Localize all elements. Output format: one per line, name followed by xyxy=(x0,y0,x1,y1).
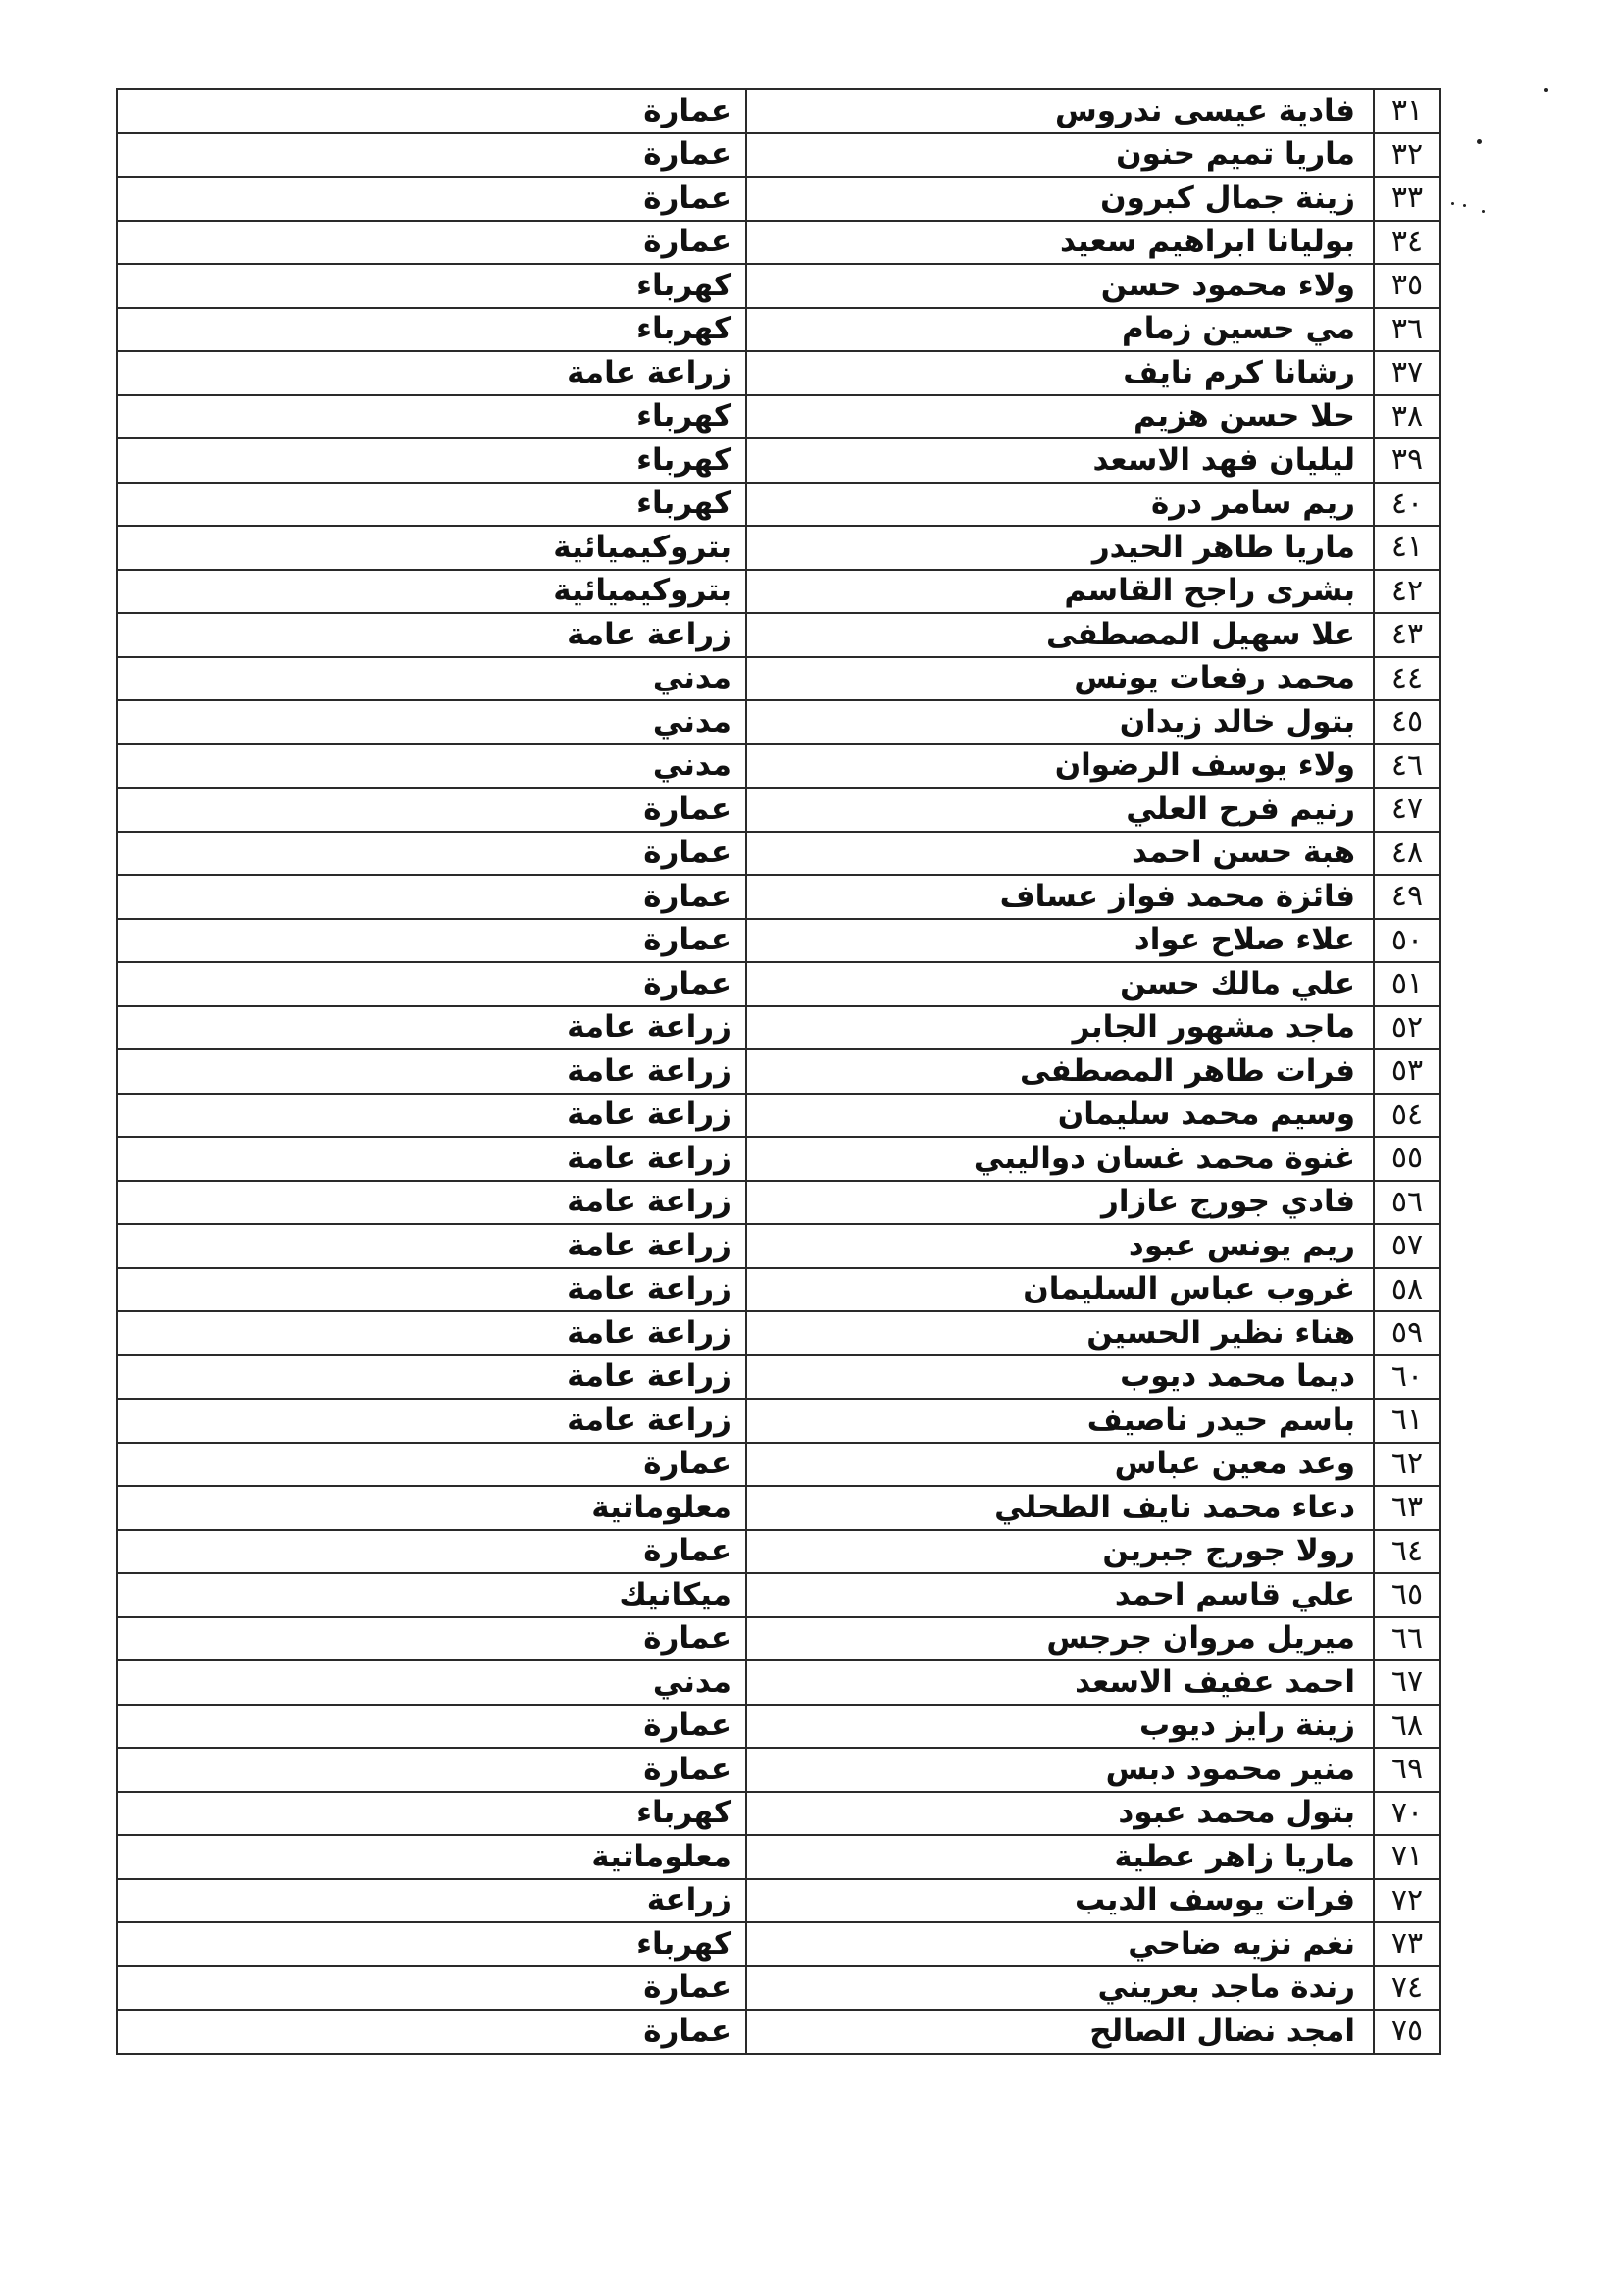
row-name: ليليان فهد الاسعد xyxy=(746,438,1374,483)
table-row xyxy=(117,1006,1440,1050)
row-specialty: بتروكيميائية xyxy=(117,526,746,570)
row-number: ٤٠ xyxy=(1374,483,1440,527)
row-name: زينة رايز ديوب xyxy=(746,1705,1374,1749)
row-name: حلا حسن هزيم xyxy=(746,395,1374,439)
names-table-body xyxy=(117,89,1440,2054)
row-name: هناء نظير الحسين xyxy=(746,1311,1374,1355)
row-name: منير محمود دبس xyxy=(746,1748,1374,1792)
table-row xyxy=(117,657,1440,701)
row-specialty: زراعة عامة xyxy=(117,1311,746,1355)
row-name: مي حسين زمام xyxy=(746,308,1374,352)
table-row xyxy=(117,1181,1440,1225)
row-specialty: زراعة عامة xyxy=(117,1094,746,1138)
row-number: ٣٩ xyxy=(1374,438,1440,483)
row-specialty: ميكانيك xyxy=(117,1573,746,1617)
table-row xyxy=(117,526,1440,570)
row-name: رولا جورج جبرين xyxy=(746,1530,1374,1574)
row-name: فرات يوسف الديب xyxy=(746,1879,1374,1923)
row-number: ٦٢ xyxy=(1374,1443,1440,1487)
table-row xyxy=(117,2010,1440,2054)
table-row xyxy=(117,1399,1440,1443)
row-specialty: عمارة xyxy=(117,1443,746,1487)
row-number: ٥٧ xyxy=(1374,1224,1440,1268)
row-name: ماريا طاهر الحيدر xyxy=(746,526,1374,570)
row-number: ٧٤ xyxy=(1374,1966,1440,2011)
table-row xyxy=(117,308,1440,352)
row-specialty: عمارة xyxy=(117,89,746,133)
row-specialty: عمارة xyxy=(117,1705,746,1749)
row-number: ٣٦ xyxy=(1374,308,1440,352)
row-name: رندة ماجد بعريني xyxy=(746,1966,1374,2011)
row-number: ٧١ xyxy=(1374,1835,1440,1879)
row-specialty: زراعة عامة xyxy=(117,351,746,395)
row-specialty: مدني xyxy=(117,657,746,701)
row-number: ٤٦ xyxy=(1374,744,1440,789)
row-specialty: مدني xyxy=(117,744,746,789)
row-specialty: كهرباء xyxy=(117,308,746,352)
row-number: ٥٣ xyxy=(1374,1049,1440,1094)
row-name: هبة حسن احمد xyxy=(746,832,1374,876)
row-name: رنيم فرح العلي xyxy=(746,788,1374,832)
table-row xyxy=(117,1049,1440,1094)
table-row xyxy=(117,1486,1440,1530)
row-name: بوليانا ابراهيم سعيد xyxy=(746,221,1374,265)
table-row xyxy=(117,1835,1440,1879)
row-number: ٧٢ xyxy=(1374,1879,1440,1923)
row-name: فرات طاهر المصطفى xyxy=(746,1049,1374,1094)
row-number: ٣٤ xyxy=(1374,221,1440,265)
row-specialty: مدني xyxy=(117,1660,746,1705)
row-name: ديما محمد ديوب xyxy=(746,1355,1374,1400)
row-name: ولاء محمود حسن xyxy=(746,264,1374,308)
row-number: ٤٩ xyxy=(1374,875,1440,919)
table-row xyxy=(117,1224,1440,1268)
row-number: ٤٧ xyxy=(1374,788,1440,832)
row-specialty: كهرباء xyxy=(117,1792,746,1836)
row-number: ٥٤ xyxy=(1374,1094,1440,1138)
row-name: بتول خالد زيدان xyxy=(746,700,1374,744)
row-specialty: كهرباء xyxy=(117,438,746,483)
table-row xyxy=(117,1311,1440,1355)
row-number: ٤٣ xyxy=(1374,613,1440,657)
row-specialty: بتروكيميائية xyxy=(117,570,746,614)
row-number: ٥١ xyxy=(1374,962,1440,1006)
scan-speck xyxy=(1463,204,1466,207)
row-number: ٦١ xyxy=(1374,1399,1440,1443)
table-row xyxy=(117,438,1440,483)
row-specialty: زراعة عامة xyxy=(117,1137,746,1181)
row-specialty: كهرباء xyxy=(117,264,746,308)
row-name: احمد عفيف الاسعد xyxy=(746,1660,1374,1705)
scan-speck xyxy=(1544,88,1548,92)
row-number: ٦٨ xyxy=(1374,1705,1440,1749)
table-row xyxy=(117,395,1440,439)
row-name: علاء صلاح عواد xyxy=(746,919,1374,963)
table-row xyxy=(117,1617,1440,1661)
row-name: ماريا تميم حنون xyxy=(746,133,1374,178)
row-name: زينة جمال كبرون xyxy=(746,177,1374,221)
row-number: ٥٦ xyxy=(1374,1181,1440,1225)
row-number: ٦٤ xyxy=(1374,1530,1440,1574)
table-row xyxy=(117,570,1440,614)
row-number: ٦٦ xyxy=(1374,1617,1440,1661)
row-specialty: كهرباء xyxy=(117,395,746,439)
row-name: علي مالك حسن xyxy=(746,962,1374,1006)
row-number: ٣١ xyxy=(1374,89,1440,133)
table-row xyxy=(117,221,1440,265)
row-number: ٤٥ xyxy=(1374,700,1440,744)
table-row xyxy=(117,89,1440,133)
row-name: بشرى راجح القاسم xyxy=(746,570,1374,614)
row-name: فادية عيسى ندروس xyxy=(746,89,1374,133)
row-specialty: عمارة xyxy=(117,875,746,919)
row-specialty: عمارة xyxy=(117,962,746,1006)
row-specialty: عمارة xyxy=(117,221,746,265)
row-name: وعد معين عباس xyxy=(746,1443,1374,1487)
table-row xyxy=(117,133,1440,178)
table-row xyxy=(117,1443,1440,1487)
row-specialty: عمارة xyxy=(117,788,746,832)
row-number: ٥٥ xyxy=(1374,1137,1440,1181)
table-row xyxy=(117,1530,1440,1574)
row-specialty: عمارة xyxy=(117,177,746,221)
row-specialty: عمارة xyxy=(117,1966,746,2011)
row-specialty: كهرباء xyxy=(117,483,746,527)
row-name: ريم يونس عبود xyxy=(746,1224,1374,1268)
row-specialty: زراعة عامة xyxy=(117,1181,746,1225)
table-row xyxy=(117,1094,1440,1138)
row-specialty: عمارة xyxy=(117,133,746,178)
row-name: غروب عباس السليمان xyxy=(746,1268,1374,1312)
row-number: ٤٨ xyxy=(1374,832,1440,876)
row-specialty: عمارة xyxy=(117,1748,746,1792)
row-name: امجد نضال الصالح xyxy=(746,2010,1374,2054)
row-name: ميريل مروان جرجس xyxy=(746,1617,1374,1661)
row-number: ٧٥ xyxy=(1374,2010,1440,2054)
row-number: ٣٧ xyxy=(1374,351,1440,395)
row-specialty: مدني xyxy=(117,700,746,744)
row-number: ٦٧ xyxy=(1374,1660,1440,1705)
table-row xyxy=(117,832,1440,876)
row-name: ولاء يوسف الرضوان xyxy=(746,744,1374,789)
row-number: ٤٤ xyxy=(1374,657,1440,701)
row-number: ٥٩ xyxy=(1374,1311,1440,1355)
row-specialty: زراعة xyxy=(117,1879,746,1923)
row-specialty: زراعة عامة xyxy=(117,1049,746,1094)
row-name: فائزة محمد فواز عساف xyxy=(746,875,1374,919)
scan-speck xyxy=(1477,139,1482,144)
row-specialty: عمارة xyxy=(117,832,746,876)
table-row xyxy=(117,1268,1440,1312)
row-number: ٧٣ xyxy=(1374,1922,1440,1966)
table-row xyxy=(117,1792,1440,1836)
row-number: ٦٩ xyxy=(1374,1748,1440,1792)
row-specialty: زراعة عامة xyxy=(117,1268,746,1312)
row-name: دعاء محمد نايف الطحلي xyxy=(746,1486,1374,1530)
table-row xyxy=(117,744,1440,789)
table-row xyxy=(117,1879,1440,1923)
table-row xyxy=(117,962,1440,1006)
row-number: ٣٢ xyxy=(1374,133,1440,178)
table-row xyxy=(117,1660,1440,1705)
row-number: ٤٢ xyxy=(1374,570,1440,614)
row-number: ٥٢ xyxy=(1374,1006,1440,1050)
row-specialty: زراعة عامة xyxy=(117,1355,746,1400)
row-name: فادي جورج عازار xyxy=(746,1181,1374,1225)
table-row xyxy=(117,1137,1440,1181)
row-number: ٣٨ xyxy=(1374,395,1440,439)
scan-speck xyxy=(1451,202,1454,205)
row-name: نغم نزيه ضاحي xyxy=(746,1922,1374,1966)
row-number: ٦٥ xyxy=(1374,1573,1440,1617)
row-name: غنوة محمد غسان دواليبي xyxy=(746,1137,1374,1181)
table-row xyxy=(117,1966,1440,2011)
row-specialty: زراعة عامة xyxy=(117,1399,746,1443)
row-specialty: زراعة عامة xyxy=(117,1224,746,1268)
names-table xyxy=(116,88,1441,2055)
row-number: ٣٣ xyxy=(1374,177,1440,221)
row-name: علا سهيل المصطفى xyxy=(746,613,1374,657)
table-row xyxy=(117,1573,1440,1617)
row-name: وسيم محمد سليمان xyxy=(746,1094,1374,1138)
row-name: ريم سامر درة xyxy=(746,483,1374,527)
table-row xyxy=(117,264,1440,308)
row-name: علي قاسم احمد xyxy=(746,1573,1374,1617)
table-row xyxy=(117,1922,1440,1966)
row-number: ٥٨ xyxy=(1374,1268,1440,1312)
row-specialty: عمارة xyxy=(117,1530,746,1574)
row-name: رشانا كرم نايف xyxy=(746,351,1374,395)
table-row xyxy=(117,700,1440,744)
row-name: ماريا زاهر عطية xyxy=(746,1835,1374,1879)
table-row xyxy=(117,788,1440,832)
row-name: بتول محمد عبود xyxy=(746,1792,1374,1836)
row-specialty: عمارة xyxy=(117,919,746,963)
table-row xyxy=(117,1748,1440,1792)
row-number: ٧٠ xyxy=(1374,1792,1440,1836)
row-specialty: زراعة عامة xyxy=(117,613,746,657)
row-number: ٦٠ xyxy=(1374,1355,1440,1400)
row-number: ٦٣ xyxy=(1374,1486,1440,1530)
table-row xyxy=(117,177,1440,221)
table-row xyxy=(117,613,1440,657)
table-row xyxy=(117,1355,1440,1400)
row-specialty: معلوماتية xyxy=(117,1486,746,1530)
row-specialty: عمارة xyxy=(117,2010,746,2054)
table-row xyxy=(117,919,1440,963)
row-name: ماجد مشهور الجابر xyxy=(746,1006,1374,1050)
row-specialty: معلوماتية xyxy=(117,1835,746,1879)
table-row xyxy=(117,1705,1440,1749)
table-row xyxy=(117,483,1440,527)
table-row xyxy=(117,875,1440,919)
row-number: ٣٥ xyxy=(1374,264,1440,308)
row-name: محمد رفعات يونس xyxy=(746,657,1374,701)
row-number: ٥٠ xyxy=(1374,919,1440,963)
table-row xyxy=(117,351,1440,395)
scan-speck xyxy=(1482,210,1485,213)
row-specialty: كهرباء xyxy=(117,1922,746,1966)
row-specialty: زراعة عامة xyxy=(117,1006,746,1050)
row-specialty: عمارة xyxy=(117,1617,746,1661)
row-name: باسم حيدر ناصيف xyxy=(746,1399,1374,1443)
row-number: ٤١ xyxy=(1374,526,1440,570)
